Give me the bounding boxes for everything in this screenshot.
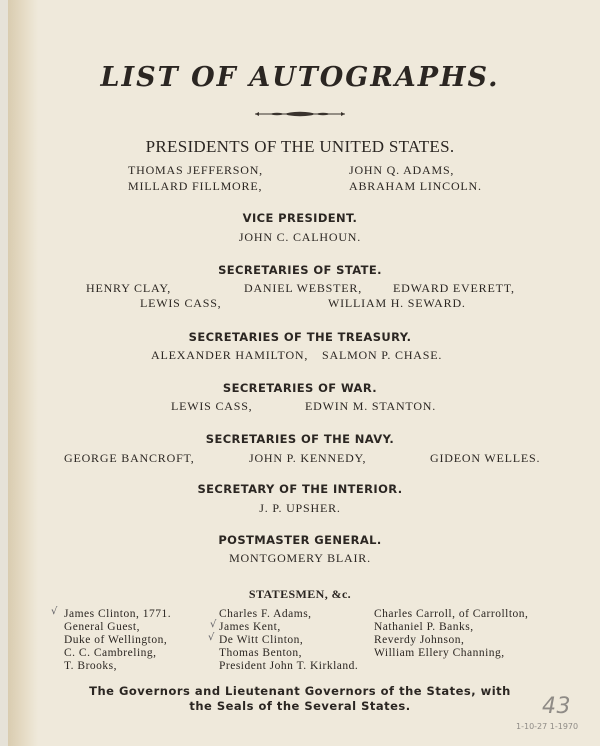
statesman-name: Nathaniel P. Banks, (374, 621, 474, 633)
pencil-check-mark: √ (51, 606, 58, 617)
interior-heading: SECRETARY OF THE INTERIOR. (197, 482, 403, 496)
interior-name: J. P. UPSHER. (259, 501, 341, 515)
statesman-name: Charles Carroll, of Carrollton, (374, 608, 529, 620)
page-title: LIST OF AUTOGRAPHS. (100, 62, 500, 93)
statesman-name: De Witt Clinton, (219, 634, 304, 646)
page-edge-stain (8, 0, 38, 746)
secretary-name: LEWIS CASS, (140, 296, 222, 310)
presidents-heading: PRESIDENTS OF THE UNITED STATES. (145, 137, 455, 156)
navy-name: GIDEON WELLES. (430, 451, 541, 465)
pencil-catalog-note: 1-10-27 1-1970 (516, 722, 579, 731)
statesman-name: William Ellery Channing, (374, 647, 505, 659)
vice-president-heading: VICE PRESIDENT. (242, 211, 358, 225)
secretary-name: HENRY CLAY, (86, 281, 172, 295)
statesmen-heading: STATESMEN, &c. (248, 587, 352, 601)
footer-note: The Governors and Lieutenant Governors of the States, with the Seals of the Several States. (89, 684, 511, 713)
statesman-name: Charles F. Adams, (219, 608, 312, 620)
president-name: THOMAS JEFFERSON, (128, 163, 263, 177)
war-name: LEWIS CASS, (171, 399, 253, 413)
treasury-name: ALEXANDER HAMILTON, (151, 348, 309, 362)
war-heading: SECRETARIES OF WAR. (222, 381, 378, 395)
statesman-name: Duke of Wellington, (64, 634, 168, 646)
statesman-name: T. Brooks, (64, 660, 118, 672)
postmaster-heading: POSTMASTER GENERAL. (218, 533, 382, 547)
vice-president-name: JOHN C. CALHOUN. (238, 230, 362, 244)
secretaries-state-heading: SECRETARIES OF STATE. (218, 263, 382, 277)
statesman-name: President John T. Kirkland. (219, 660, 359, 672)
pencil-check-mark: √ (208, 632, 215, 643)
pencil-check-mark: √ (210, 619, 217, 630)
pencil-page-number: 43 (542, 694, 571, 719)
navy-name: JOHN P. KENNEDY, (249, 451, 367, 465)
president-name: MILLARD FILLMORE, (128, 179, 263, 193)
war-name: EDWIN M. STANTON. (305, 399, 437, 413)
president-name: JOHN Q. ADAMS, (349, 163, 455, 177)
statesman-name: General Guest, (64, 621, 140, 633)
treasury-heading: SECRETARIES OF THE TREASURY. (188, 330, 412, 344)
secretary-name: DANIEL WEBSTER, (244, 281, 362, 295)
title-ornament (255, 108, 345, 120)
statesman-name: Reverdy Johnson, (374, 634, 465, 646)
postmaster-name: MONTGOMERY BLAIR. (229, 551, 371, 565)
statesman-name: Thomas Benton, (219, 647, 303, 659)
navy-name: GEORGE BANCROFT, (64, 451, 195, 465)
navy-heading: SECRETARIES OF THE NAVY. (205, 432, 395, 446)
secretary-name: EDWARD EVERETT, (393, 281, 515, 295)
treasury-name: SALMON P. CHASE. (322, 348, 443, 362)
statesman-name: James Kent, (219, 621, 281, 633)
statesman-name: James Clinton, 1771. (64, 608, 172, 620)
president-name: ABRAHAM LINCOLN. (349, 179, 482, 193)
secretary-name: WILLIAM H. SEWARD. (328, 296, 466, 310)
statesman-name: C. C. Cambreling, (64, 647, 157, 659)
